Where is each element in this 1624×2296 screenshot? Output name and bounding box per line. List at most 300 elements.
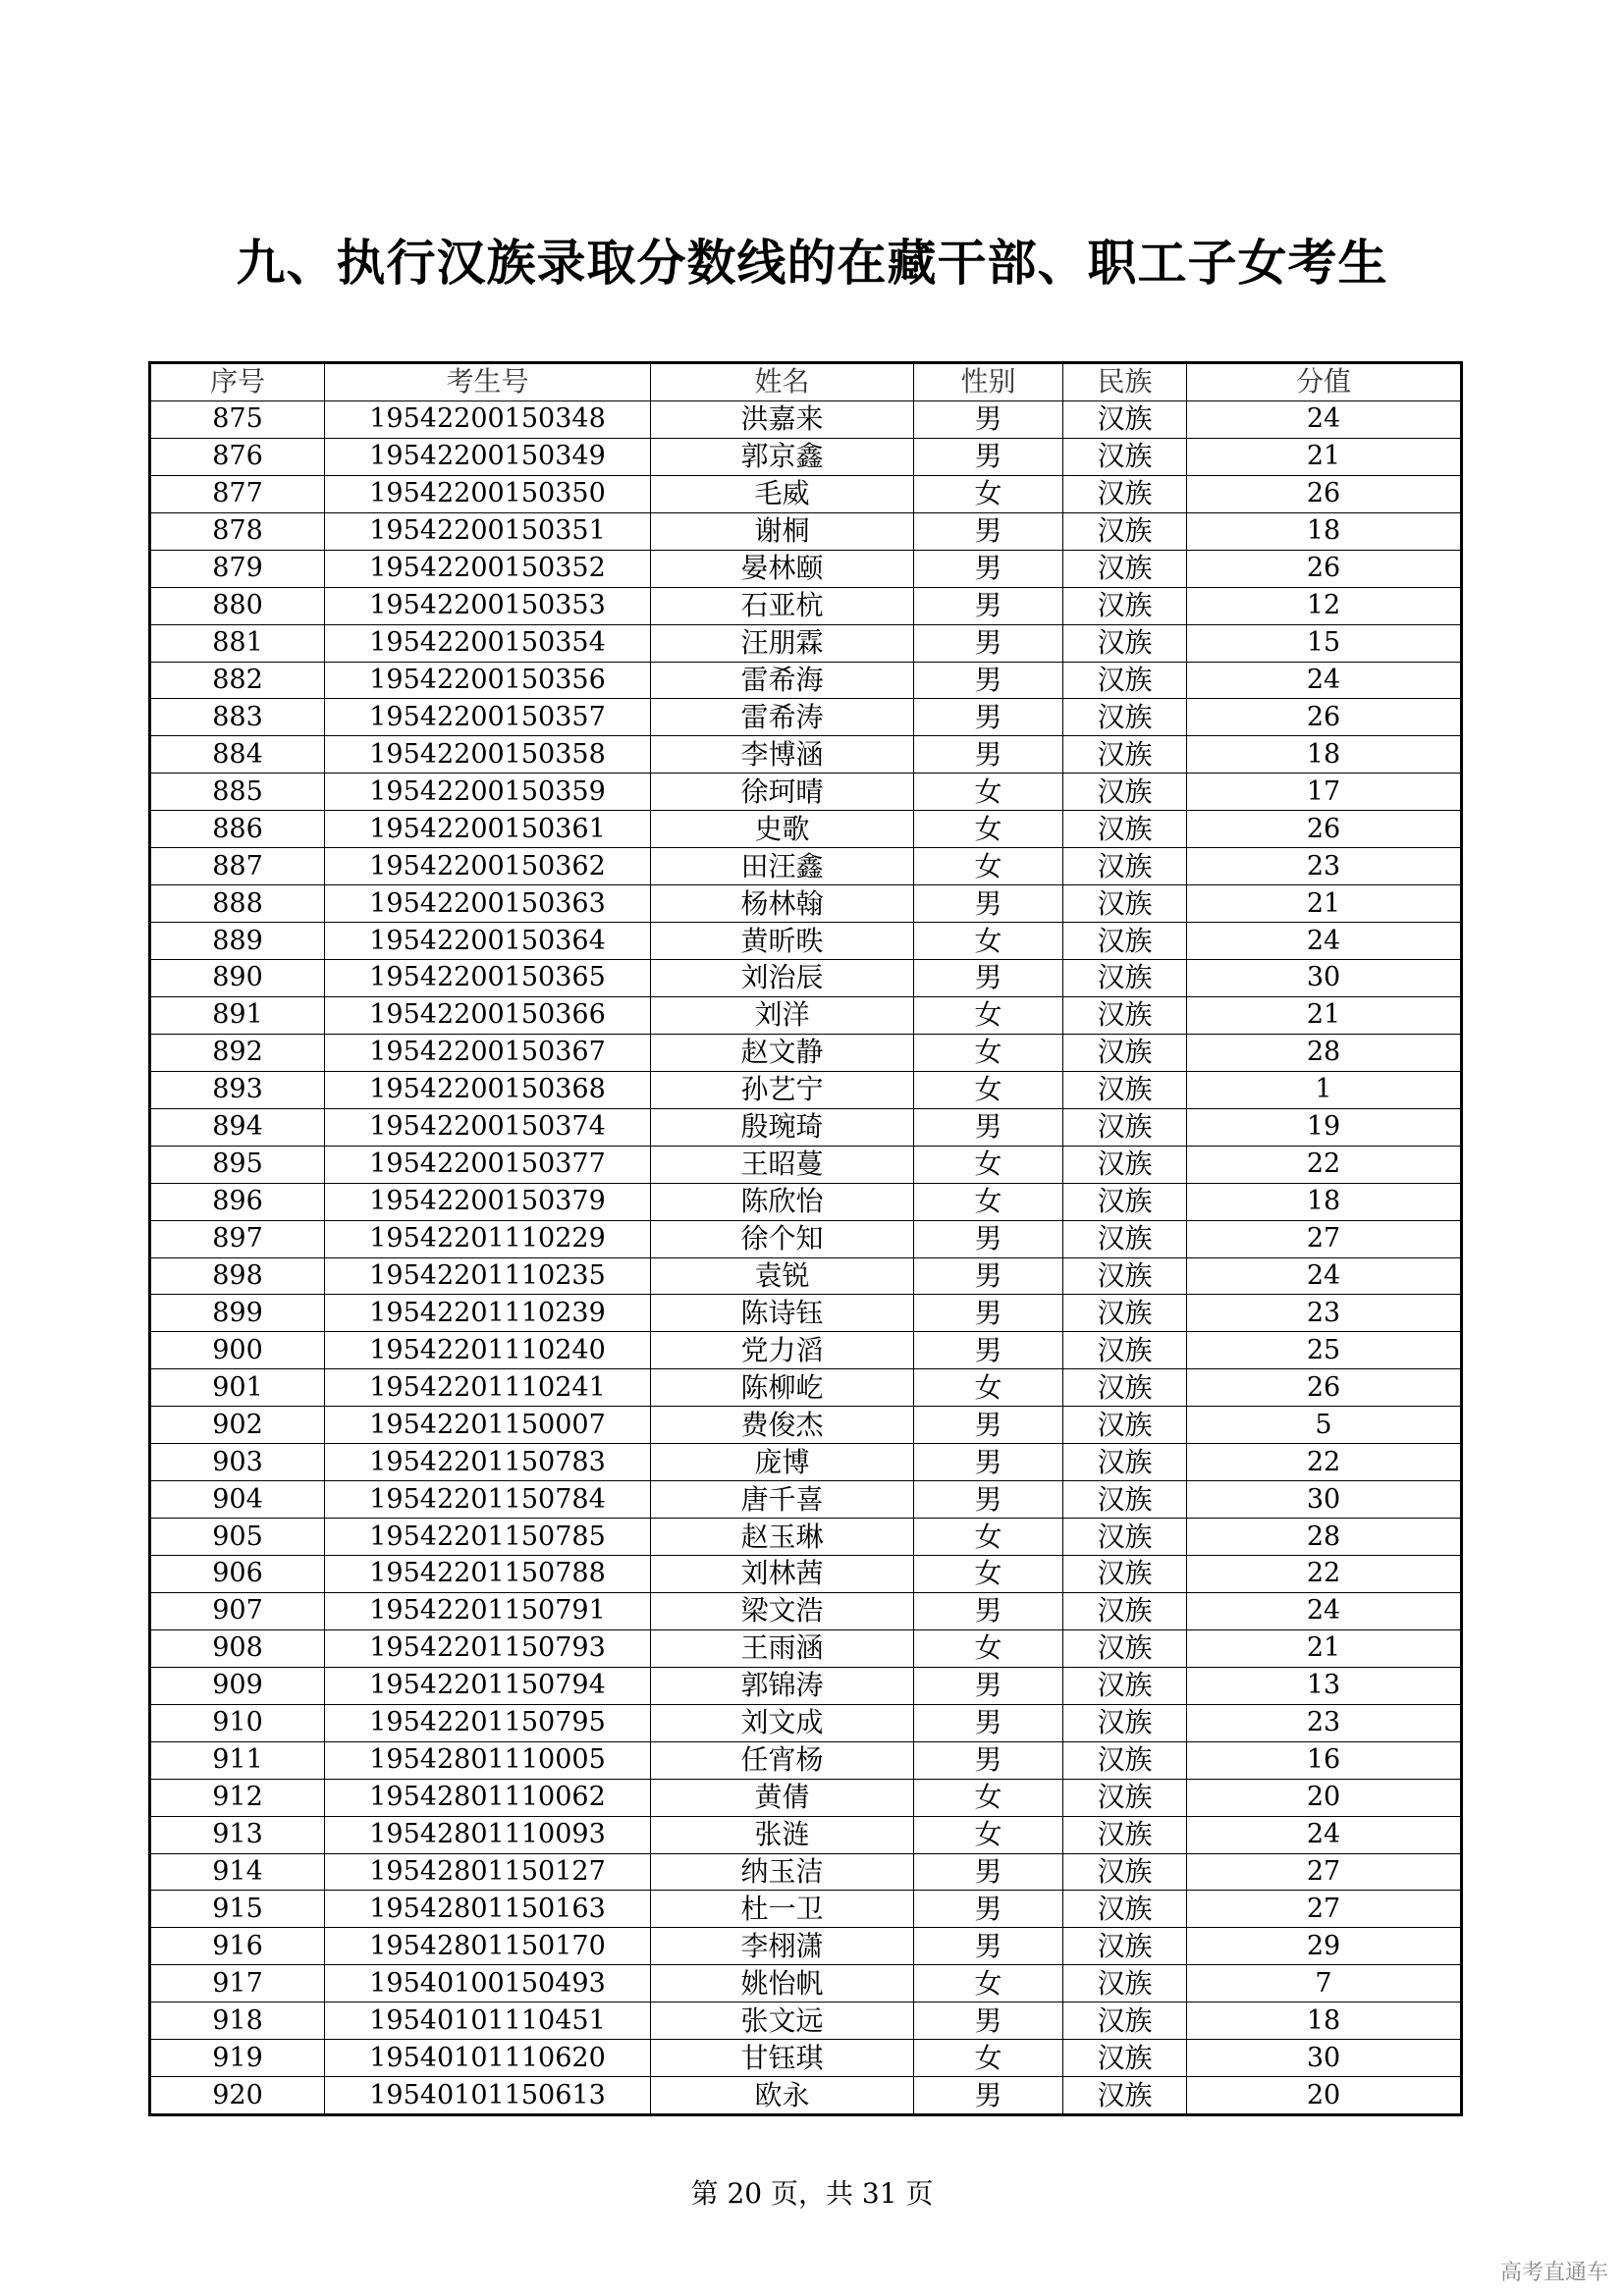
cell-gender: 男 — [914, 662, 1063, 699]
cell-exam-id: 19542801110062 — [325, 1779, 651, 1816]
cell-index: 893 — [150, 1071, 325, 1108]
table-row — [150, 475, 1462, 512]
table-row — [150, 1519, 1462, 1556]
cell-name: 党力滔 — [651, 1332, 914, 1369]
cell-ethnicity: 汉族 — [1063, 1519, 1187, 1556]
cell-name: 张涟 — [651, 1816, 914, 1853]
table-row — [150, 2002, 1462, 2040]
cell-score: 26 — [1187, 811, 1462, 848]
cell-score: 12 — [1187, 587, 1462, 624]
cell-gender: 女 — [914, 996, 1063, 1034]
cell-index: 887 — [150, 848, 325, 885]
cell-gender: 女 — [914, 1183, 1063, 1220]
cell-ethnicity: 汉族 — [1063, 1257, 1187, 1295]
cell-score: 20 — [1187, 1779, 1462, 1816]
cell-index: 899 — [150, 1295, 325, 1332]
cell-exam-id: 19542200150352 — [325, 550, 651, 587]
col-header-index: 序号 — [150, 363, 325, 401]
cell-score: 26 — [1187, 475, 1462, 512]
table-header-row — [150, 363, 1462, 401]
cell-gender: 女 — [914, 1965, 1063, 2002]
table-body — [150, 400, 1462, 2114]
cell-exam-id: 19542200150363 — [325, 885, 651, 923]
cell-ethnicity: 汉族 — [1063, 1891, 1187, 1928]
cell-score: 21 — [1187, 438, 1462, 475]
cell-index: 915 — [150, 1891, 325, 1928]
cell-name: 雷希涛 — [651, 699, 914, 736]
cell-score: 24 — [1187, 400, 1462, 438]
table-row — [150, 1741, 1462, 1779]
cell-exam-id: 19542200150349 — [325, 438, 651, 475]
cell-ethnicity: 汉族 — [1063, 438, 1187, 475]
cell-index: 916 — [150, 1928, 325, 1965]
cell-score: 18 — [1187, 2002, 1462, 2040]
cell-score: 7 — [1187, 1965, 1462, 2002]
cell-gender: 男 — [914, 2002, 1063, 2040]
cell-exam-id: 19542201150793 — [325, 1629, 651, 1667]
cell-ethnicity: 汉族 — [1063, 1704, 1187, 1741]
cell-score: 23 — [1187, 1704, 1462, 1741]
cell-exam-id: 19542201150795 — [325, 1704, 651, 1741]
cell-gender: 女 — [914, 923, 1063, 960]
cell-index: 888 — [150, 885, 325, 923]
cell-gender: 男 — [914, 736, 1063, 774]
cell-name: 黄昕昳 — [651, 923, 914, 960]
cell-gender: 女 — [914, 2040, 1063, 2077]
cell-ethnicity: 汉族 — [1063, 2002, 1187, 2040]
cell-name: 田汪鑫 — [651, 848, 914, 885]
cell-exam-id: 19542201110229 — [325, 1220, 651, 1257]
cell-name: 晏林颐 — [651, 550, 914, 587]
cell-score: 20 — [1187, 2077, 1462, 2115]
cell-exam-id: 19540101110620 — [325, 2040, 651, 2077]
cell-score: 5 — [1187, 1407, 1462, 1444]
cell-index: 911 — [150, 1741, 325, 1779]
cell-index: 885 — [150, 774, 325, 811]
cell-gender: 男 — [914, 1332, 1063, 1369]
cell-exam-id: 19542801150170 — [325, 1928, 651, 1965]
table-row — [150, 550, 1462, 587]
cell-gender: 男 — [914, 885, 1063, 923]
cell-name: 李栩潇 — [651, 1928, 914, 1965]
cell-name: 任宵杨 — [651, 1741, 914, 1779]
cell-name: 姚怡帆 — [651, 1965, 914, 2002]
cell-exam-id: 19542801110093 — [325, 1816, 651, 1853]
cell-exam-id: 19542201150007 — [325, 1407, 651, 1444]
table-row — [150, 996, 1462, 1034]
cell-gender: 男 — [914, 1592, 1063, 1629]
table-row — [150, 587, 1462, 624]
cell-exam-id: 19542200150359 — [325, 774, 651, 811]
cell-exam-id: 19540101150613 — [325, 2077, 651, 2115]
cell-ethnicity: 汉族 — [1063, 1407, 1187, 1444]
cell-exam-id: 19542200150366 — [325, 996, 651, 1034]
cell-ethnicity: 汉族 — [1063, 1071, 1187, 1108]
cell-gender: 女 — [914, 848, 1063, 885]
cell-ethnicity: 汉族 — [1063, 1629, 1187, 1667]
cell-index: 879 — [150, 550, 325, 587]
cell-ethnicity: 汉族 — [1063, 1183, 1187, 1220]
cell-score: 23 — [1187, 848, 1462, 885]
table-row — [150, 1629, 1462, 1667]
table-row — [150, 1220, 1462, 1257]
cell-ethnicity: 汉族 — [1063, 1369, 1187, 1407]
cell-score: 28 — [1187, 1519, 1462, 1556]
cell-score: 29 — [1187, 1928, 1462, 1965]
cell-score: 1 — [1187, 1071, 1462, 1108]
cell-name: 殷琬琦 — [651, 1108, 914, 1146]
cell-index: 902 — [150, 1407, 325, 1444]
cell-name: 洪嘉来 — [651, 400, 914, 438]
table-row — [150, 1556, 1462, 1593]
cell-gender: 男 — [914, 1853, 1063, 1891]
cell-gender: 男 — [914, 1295, 1063, 1332]
cell-exam-id: 19542200150354 — [325, 624, 651, 662]
table-row — [150, 1332, 1462, 1369]
table-row — [150, 1146, 1462, 1183]
cell-index: 908 — [150, 1629, 325, 1667]
table-row — [150, 1108, 1462, 1146]
cell-score: 28 — [1187, 1034, 1462, 1071]
cell-gender: 男 — [914, 512, 1063, 550]
cell-name: 黄倩 — [651, 1779, 914, 1816]
cell-exam-id: 19542200150357 — [325, 699, 651, 736]
cell-name: 石亚杭 — [651, 587, 914, 624]
cell-ethnicity: 汉族 — [1063, 475, 1187, 512]
cell-exam-id: 19542200150351 — [325, 512, 651, 550]
cell-name: 孙艺宁 — [651, 1071, 914, 1108]
cell-name: 赵文静 — [651, 1034, 914, 1071]
cell-score: 30 — [1187, 1481, 1462, 1519]
cell-ethnicity: 汉族 — [1063, 960, 1187, 997]
cell-name: 郭京鑫 — [651, 438, 914, 475]
cell-index: 906 — [150, 1556, 325, 1593]
table-row — [150, 1928, 1462, 1965]
table-row — [150, 1667, 1462, 1704]
cell-name: 赵玉琳 — [651, 1519, 914, 1556]
cell-index: 883 — [150, 699, 325, 736]
cell-index: 910 — [150, 1704, 325, 1741]
col-header-gender: 性别 — [914, 363, 1063, 401]
cell-ethnicity: 汉族 — [1063, 2040, 1187, 2077]
cell-index: 920 — [150, 2077, 325, 2115]
cell-gender: 男 — [914, 960, 1063, 997]
cell-exam-id: 19542200150377 — [325, 1146, 651, 1183]
cell-exam-id: 19542200150348 — [325, 400, 651, 438]
table-row — [150, 736, 1462, 774]
table-row — [150, 1779, 1462, 1816]
cell-ethnicity: 汉族 — [1063, 923, 1187, 960]
cell-exam-id: 19542200150358 — [325, 736, 651, 774]
cell-score: 18 — [1187, 1183, 1462, 1220]
cell-gender: 男 — [914, 400, 1063, 438]
cell-score: 24 — [1187, 1592, 1462, 1629]
cell-ethnicity: 汉族 — [1063, 1667, 1187, 1704]
cell-gender: 男 — [914, 1667, 1063, 1704]
cell-name: 李博涵 — [651, 736, 914, 774]
cell-score: 22 — [1187, 1146, 1462, 1183]
cell-index: 897 — [150, 1220, 325, 1257]
cell-index: 886 — [150, 811, 325, 848]
score-table — [148, 361, 1463, 2116]
cell-exam-id: 19540100150493 — [325, 1965, 651, 2002]
cell-gender: 女 — [914, 774, 1063, 811]
cell-exam-id: 19542200150353 — [325, 587, 651, 624]
cell-gender: 女 — [914, 1034, 1063, 1071]
cell-index: 882 — [150, 662, 325, 699]
table-row — [150, 512, 1462, 550]
cell-index: 917 — [150, 1965, 325, 2002]
page-title: 九、执行汉族录取分数线的在藏干部、职工子女考生 — [236, 235, 1388, 292]
cell-score: 30 — [1187, 2040, 1462, 2077]
cell-ethnicity: 汉族 — [1063, 1853, 1187, 1891]
cell-index: 875 — [150, 400, 325, 438]
cell-gender: 男 — [914, 1220, 1063, 1257]
cell-name: 刘洋 — [651, 996, 914, 1034]
cell-ethnicity: 汉族 — [1063, 400, 1187, 438]
cell-index: 898 — [150, 1257, 325, 1295]
cell-ethnicity: 汉族 — [1063, 1220, 1187, 1257]
cell-ethnicity: 汉族 — [1063, 885, 1187, 923]
cell-ethnicity: 汉族 — [1063, 1444, 1187, 1481]
cell-name: 刘林茜 — [651, 1556, 914, 1593]
cell-index: 904 — [150, 1481, 325, 1519]
cell-ethnicity: 汉族 — [1063, 1481, 1187, 1519]
table-row — [150, 1295, 1462, 1332]
cell-index: 900 — [150, 1332, 325, 1369]
cell-exam-id: 19542201150791 — [325, 1592, 651, 1629]
table-row — [150, 400, 1462, 438]
cell-name: 陈诗钰 — [651, 1295, 914, 1332]
table-row — [150, 438, 1462, 475]
cell-score: 18 — [1187, 512, 1462, 550]
cell-index: 877 — [150, 475, 325, 512]
cell-gender: 男 — [914, 1444, 1063, 1481]
cell-gender: 女 — [914, 1629, 1063, 1667]
cell-exam-id: 19540101110451 — [325, 2002, 651, 2040]
cell-ethnicity: 汉族 — [1063, 774, 1187, 811]
cell-gender: 女 — [914, 1816, 1063, 1853]
cell-ethnicity: 汉族 — [1063, 848, 1187, 885]
table-row — [150, 1481, 1462, 1519]
cell-score: 26 — [1187, 699, 1462, 736]
col-header-score: 分值 — [1187, 363, 1462, 401]
cell-name: 郭锦涛 — [651, 1667, 914, 1704]
col-header-name: 姓名 — [651, 363, 914, 401]
cell-exam-id: 19542200150374 — [325, 1108, 651, 1146]
cell-score: 27 — [1187, 1220, 1462, 1257]
cell-index: 896 — [150, 1183, 325, 1220]
cell-ethnicity: 汉族 — [1063, 811, 1187, 848]
cell-gender: 男 — [914, 1257, 1063, 1295]
cell-name: 欧永 — [651, 2077, 914, 2115]
cell-ethnicity: 汉族 — [1063, 1741, 1187, 1779]
cell-name: 纳玉洁 — [651, 1853, 914, 1891]
cell-name: 杨林翰 — [651, 885, 914, 923]
cell-name: 王昭蔓 — [651, 1146, 914, 1183]
cell-score: 26 — [1187, 1369, 1462, 1407]
cell-gender: 男 — [914, 438, 1063, 475]
cell-gender: 男 — [914, 1741, 1063, 1779]
cell-index: 903 — [150, 1444, 325, 1481]
cell-ethnicity: 汉族 — [1063, 1928, 1187, 1965]
table-row — [150, 699, 1462, 736]
cell-index: 894 — [150, 1108, 325, 1146]
cell-exam-id: 19542200150368 — [325, 1071, 651, 1108]
cell-gender: 女 — [914, 1071, 1063, 1108]
table-row — [150, 1407, 1462, 1444]
cell-gender: 男 — [914, 550, 1063, 587]
cell-index: 907 — [150, 1592, 325, 1629]
cell-name: 张文远 — [651, 2002, 914, 2040]
cell-ethnicity: 汉族 — [1063, 1592, 1187, 1629]
cell-score: 17 — [1187, 774, 1462, 811]
cell-name: 徐个知 — [651, 1220, 914, 1257]
cell-name: 甘钰琪 — [651, 2040, 914, 2077]
cell-name: 杜一卫 — [651, 1891, 914, 1928]
cell-exam-id: 19542801150163 — [325, 1891, 651, 1928]
cell-gender: 男 — [914, 699, 1063, 736]
cell-exam-id: 19542200150379 — [325, 1183, 651, 1220]
cell-gender: 男 — [914, 1407, 1063, 1444]
cell-score: 21 — [1187, 885, 1462, 923]
table-row — [150, 1891, 1462, 1928]
cell-exam-id: 19542801150127 — [325, 1853, 651, 1891]
cell-gender: 女 — [914, 1519, 1063, 1556]
cell-name: 史歌 — [651, 811, 914, 848]
cell-exam-id: 19542801110005 — [325, 1741, 651, 1779]
cell-index: 880 — [150, 587, 325, 624]
cell-ethnicity: 汉族 — [1063, 996, 1187, 1034]
col-header-exam-id: 考生号 — [325, 363, 651, 401]
table-row — [150, 662, 1462, 699]
cell-exam-id: 19542200150362 — [325, 848, 651, 885]
cell-score: 15 — [1187, 624, 1462, 662]
table-row — [150, 1034, 1462, 1071]
cell-score: 21 — [1187, 996, 1462, 1034]
cell-score: 13 — [1187, 1667, 1462, 1704]
table-row — [150, 885, 1462, 923]
cell-gender: 女 — [914, 1779, 1063, 1816]
table-row — [150, 2040, 1462, 2077]
cell-exam-id: 19542200150361 — [325, 811, 651, 848]
cell-exam-id: 19542201110235 — [325, 1257, 651, 1295]
cell-exam-id: 19542200150364 — [325, 923, 651, 960]
table-row — [150, 1071, 1462, 1108]
cell-index: 913 — [150, 1816, 325, 1853]
cell-exam-id: 19542201110240 — [325, 1332, 651, 1369]
cell-score: 24 — [1187, 1257, 1462, 1295]
cell-index: 905 — [150, 1519, 325, 1556]
cell-ethnicity: 汉族 — [1063, 1034, 1187, 1071]
cell-index: 889 — [150, 923, 325, 960]
cell-gender: 男 — [914, 624, 1063, 662]
cell-score: 19 — [1187, 1108, 1462, 1146]
cell-gender: 男 — [914, 1108, 1063, 1146]
cell-index: 891 — [150, 996, 325, 1034]
cell-name: 雷希海 — [651, 662, 914, 699]
cell-score: 30 — [1187, 960, 1462, 997]
cell-index: 895 — [150, 1146, 325, 1183]
cell-ethnicity: 汉族 — [1063, 736, 1187, 774]
cell-ethnicity: 汉族 — [1063, 550, 1187, 587]
cell-exam-id: 19542200150350 — [325, 475, 651, 512]
cell-score: 25 — [1187, 1332, 1462, 1369]
table-row — [150, 811, 1462, 848]
cell-index: 878 — [150, 512, 325, 550]
cell-gender: 男 — [914, 1928, 1063, 1965]
table-row — [150, 774, 1462, 811]
cell-name: 谢桐 — [651, 512, 914, 550]
cell-score: 24 — [1187, 1816, 1462, 1853]
cell-ethnicity: 汉族 — [1063, 1146, 1187, 1183]
table-row — [150, 2077, 1462, 2115]
cell-score: 26 — [1187, 550, 1462, 587]
cell-exam-id: 19542201150785 — [325, 1519, 651, 1556]
cell-name: 徐珂晴 — [651, 774, 914, 811]
cell-index: 890 — [150, 960, 325, 997]
table-row — [150, 1816, 1462, 1853]
table-row — [150, 1369, 1462, 1407]
cell-index: 909 — [150, 1667, 325, 1704]
cell-ethnicity: 汉族 — [1063, 662, 1187, 699]
cell-name: 唐千喜 — [651, 1481, 914, 1519]
table-row — [150, 1257, 1462, 1295]
cell-gender: 男 — [914, 2077, 1063, 2115]
cell-name: 王雨涵 — [651, 1629, 914, 1667]
cell-gender: 女 — [914, 1556, 1063, 1593]
cell-score: 24 — [1187, 662, 1462, 699]
cell-gender: 男 — [914, 1891, 1063, 1928]
table-row — [150, 1704, 1462, 1741]
cell-name: 陈欣怡 — [651, 1183, 914, 1220]
cell-exam-id: 19542201110239 — [325, 1295, 651, 1332]
cell-score: 24 — [1187, 923, 1462, 960]
table-row — [150, 960, 1462, 997]
page-footer: 第 20 页，共 31 页 — [690, 2177, 934, 2210]
table-row — [150, 923, 1462, 960]
cell-name: 陈柳屹 — [651, 1369, 914, 1407]
cell-name: 庞博 — [651, 1444, 914, 1481]
cell-gender: 女 — [914, 811, 1063, 848]
cell-index: 919 — [150, 2040, 325, 2077]
cell-ethnicity: 汉族 — [1063, 1816, 1187, 1853]
cell-exam-id: 19542200150367 — [325, 1034, 651, 1071]
cell-index: 912 — [150, 1779, 325, 1816]
cell-name: 梁文浩 — [651, 1592, 914, 1629]
cell-ethnicity: 汉族 — [1063, 1108, 1187, 1146]
table-row — [150, 1183, 1462, 1220]
cell-ethnicity: 汉族 — [1063, 1556, 1187, 1593]
cell-score: 22 — [1187, 1556, 1462, 1593]
cell-ethnicity: 汉族 — [1063, 699, 1187, 736]
cell-index: 901 — [150, 1369, 325, 1407]
table-row — [150, 1444, 1462, 1481]
cell-name: 袁锐 — [651, 1257, 914, 1295]
cell-ethnicity: 汉族 — [1063, 2077, 1187, 2115]
cell-score: 23 — [1187, 1295, 1462, 1332]
cell-gender: 男 — [914, 1481, 1063, 1519]
cell-exam-id: 19542201110241 — [325, 1369, 651, 1407]
cell-name: 费俊杰 — [651, 1407, 914, 1444]
cell-index: 914 — [150, 1853, 325, 1891]
cell-exam-id: 19542200150365 — [325, 960, 651, 997]
cell-exam-id: 19542201150788 — [325, 1556, 651, 1593]
cell-gender: 女 — [914, 1146, 1063, 1183]
cell-index: 884 — [150, 736, 325, 774]
cell-gender: 女 — [914, 475, 1063, 512]
cell-exam-id: 19542200150356 — [325, 662, 651, 699]
